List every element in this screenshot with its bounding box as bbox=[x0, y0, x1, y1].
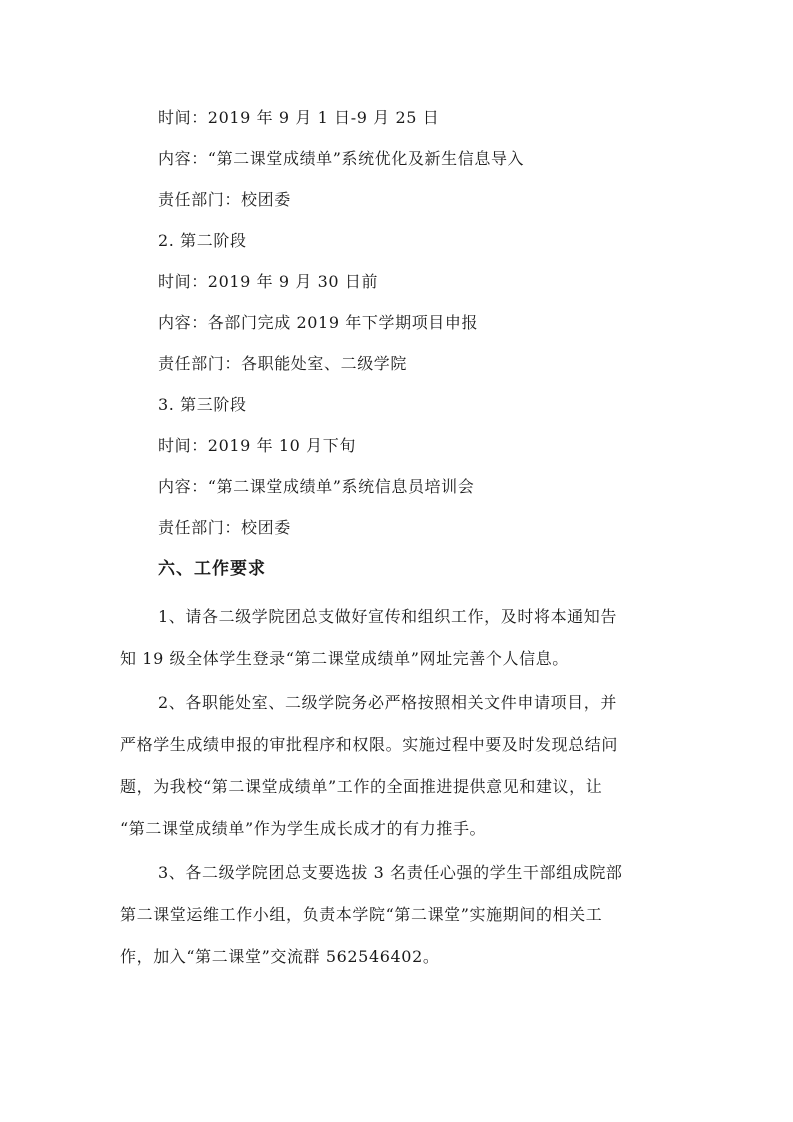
requirement-3 bbox=[120, 852, 685, 978]
schedule-line-dept-2: 责任部门：各职能处室、二级学院 bbox=[158, 354, 408, 373]
requirement-1 bbox=[120, 596, 685, 680]
section-heading: 六、工作要求 bbox=[158, 559, 266, 579]
schedule-line-content-1: 内容：“第二课堂成绩单”系统优化及新生信息导入 bbox=[158, 149, 525, 168]
schedule-line-content-3: 内容：“第二课堂成绩单”系统信息员培训会 bbox=[158, 477, 475, 496]
schedule-line-time-2: 时间：2019 年 9 月 30 日前 bbox=[158, 272, 379, 291]
schedule-line-content-2: 内容：各部门完成 2019 年下学期项目申报 bbox=[158, 313, 479, 332]
requirement-1-line-2: 知 19 级全体学生登录“第二课堂成绩单”网址完善个人信息。 bbox=[120, 649, 569, 668]
requirement-3-line-3: 作，加入“第二课堂”交流群 562546402。 bbox=[120, 947, 440, 966]
requirement-3-line-1: 3、各二级学院团总支要选拔 3 名责任心强的学生干部组成院部 bbox=[158, 863, 623, 882]
schedule-section bbox=[158, 104, 683, 596]
requirement-2-line-2: 严格学生成绩申报的审批程序和权限。实施过程中要及时发现总结问 bbox=[120, 735, 619, 754]
schedule-line-dept-1: 责任部门：校团委 bbox=[158, 190, 291, 209]
requirement-1-line-1: 1、请各二级学院团总支做好宣传和组织工作，及时将本通知告 bbox=[158, 607, 617, 626]
schedule-line-dept-3: 责任部门：校团委 bbox=[158, 518, 291, 537]
requirement-2-line-4: “第二课堂成绩单”作为学生成长成才的有力推手。 bbox=[120, 819, 487, 838]
stage-2-title: 2. 第二阶段 bbox=[158, 231, 247, 250]
schedule-line-time-1: 时间：2019 年 9 月 1 日-9 月 25 日 bbox=[158, 108, 440, 127]
requirement-2-line-1: 2、各职能处室、二级学院务必严格按照相关文件申请项目，并 bbox=[158, 693, 617, 712]
stage-3-title: 3. 第三阶段 bbox=[158, 395, 247, 414]
schedule-line-time-3: 时间：2019 年 10 月下旬 bbox=[158, 436, 356, 455]
requirement-2-line-3: 题，为我校“第二课堂成绩单”工作的全面推进提供意见和建议，让 bbox=[120, 777, 603, 796]
requirement-3-line-2: 第二课堂运维工作小组，负责本学院“第二课堂”实施期间的相关工 bbox=[120, 905, 603, 924]
requirement-2 bbox=[120, 682, 685, 850]
